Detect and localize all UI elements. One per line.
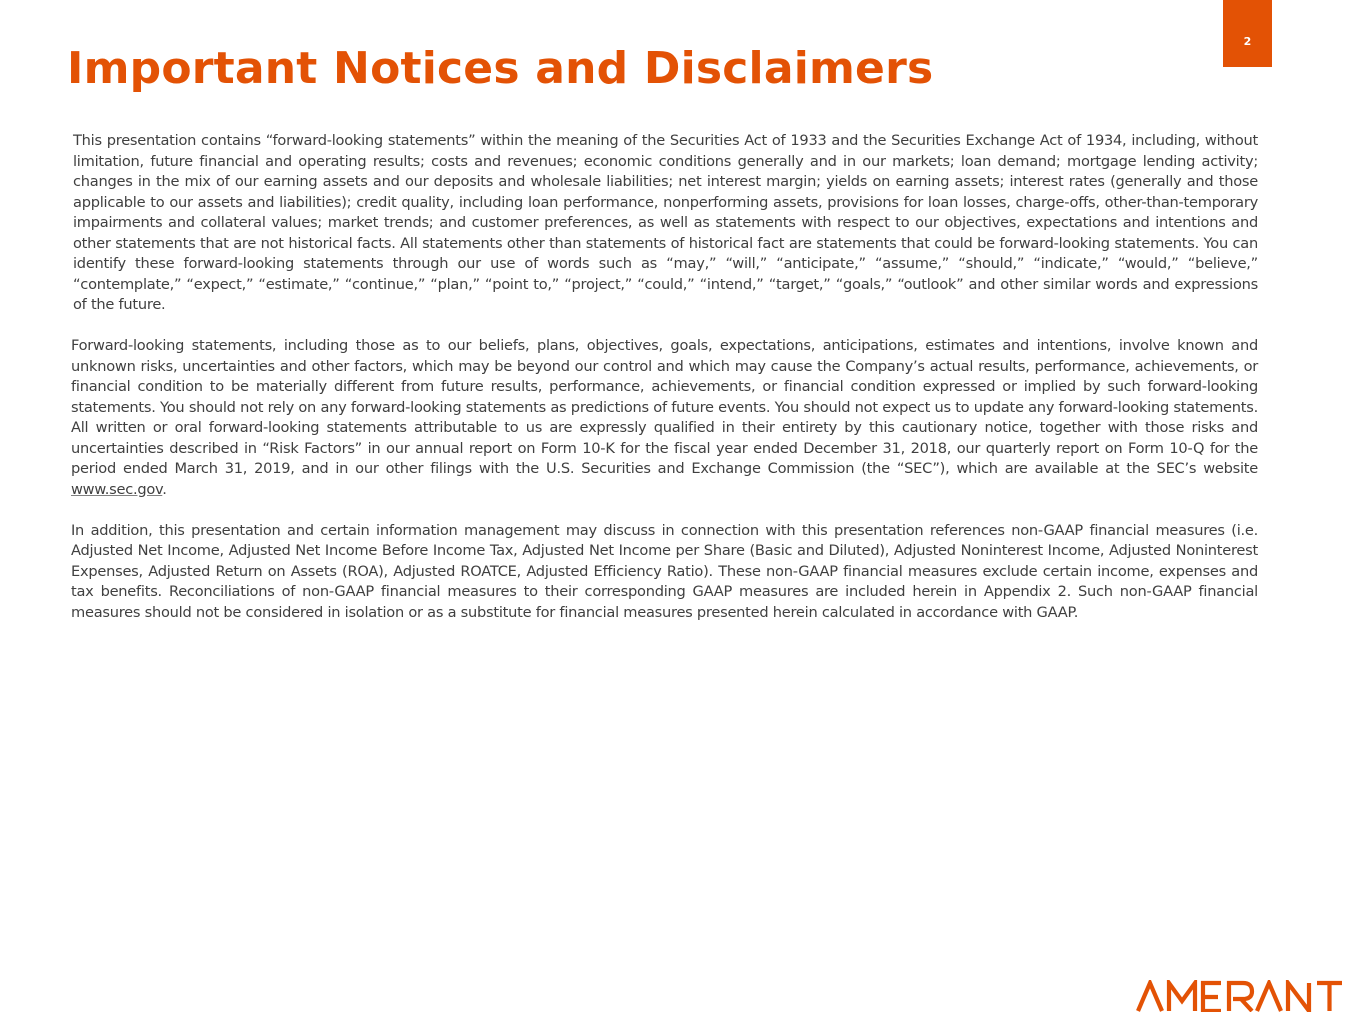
page-title: Important Notices and Disclaimers bbox=[67, 43, 934, 94]
forward-looking-statements-paragraph: This presentation contains “forward-looking statements” within the meaning of the Securities Act of 1933 and the Securities Exchange Act of 1934, including, without limitation, future financial and operating results; costs and revenues; economic conditions generally and in our markets; loan demand; mortgage lending activity; changes in the mix of our earning assets and our deposits and wholesale liabilities; net interest margin; yields on earning assets; interest rates (generally and those applicable to our assets and liabilities); credit quality, including loan performance, nonperforming assets, provisions for loan losses, charge-offs, other-than-temporary impairments and collateral values; market trends; and customer preferences, as well as statements with respect to our objectives, expectations and intentions and other statements that are not historical facts. All statements other than statements of historical fact are statements that could be forward-looking statements. You can identify these forward-looking statements through our use of words such as “may,” “will,” “anticipate,” “assume,” “should,” “indicate,” “would,” “believe,” “contemplate,” “expect,” “estimate,” “continue,” “plan,” “point to,” “project,” “could,” “intend,” “target,” “goals,” “outlook” and other similar words and expressions of the future. bbox=[73, 132, 1258, 313]
disclaimer-body bbox=[71, 131, 1258, 644]
sec-website-link[interactable]: www.sec.gov bbox=[71, 480, 163, 498]
risk-factors-period: . bbox=[162, 480, 167, 498]
risk-factors-paragraph bbox=[71, 336, 1258, 500]
amerant-wordmark-logo bbox=[1136, 980, 1357, 1012]
page-number-badge: 2 bbox=[1223, 0, 1272, 67]
non-gaap-paragraph: In addition, this presentation and certain information management may discuss in connection with this presentation references non-GAAP financial measures (i.e. Adjusted Net Income, Adjusted Net Income Before Income Tax, Adjusted Net Income per Share (Basic and Diluted), Adjusted Noninterest Income, Adjusted Noninterest Expenses, Adjusted Return on Assets (ROA), Adjusted ROATCE, Adjusted Efficiency Ratio). These non-GAAP financial measures exclude certain income, expenses and tax benefits. Reconciliations of non-GAAP financial measures to their corresponding GAAP measures are included herein in Appendix 2. Such non-GAAP financial measures should not be considered in isolation or as a substitute for financial measures presented herein calculated in accordance with GAAP. bbox=[71, 521, 1258, 621]
risk-factors-text: Forward-looking statements, including those as to our beliefs, plans, objectives, goals, expectations, anticipations, estimates and intentions, involve known and unknown risks, uncertainties and other factors, which may be beyond our control and which may cause the Company’s actual results, performance, achievements, or financial condition to be materially different from future results, performance, achievements, or financial condition expressed or implied by such forward-looking statements. You should not rely on any forward-looking statements as predictions of future events. You should not expect us to update any forward-looking statements. All written or oral forward-looking statements attributable to us are expressly qualified in their entirety by this cautionary notice, together with those risks and uncertainties described in “Risk Factors” in our annual report on Form 10-K for the fiscal year ended December 31, 2018, our quarterly report on Form 10-Q for the period ended March 31, 2019, and in our other filings with the U.S. Securities and Exchange Commission (the “SEC”), which are available at the SEC’s website bbox=[71, 337, 1258, 477]
